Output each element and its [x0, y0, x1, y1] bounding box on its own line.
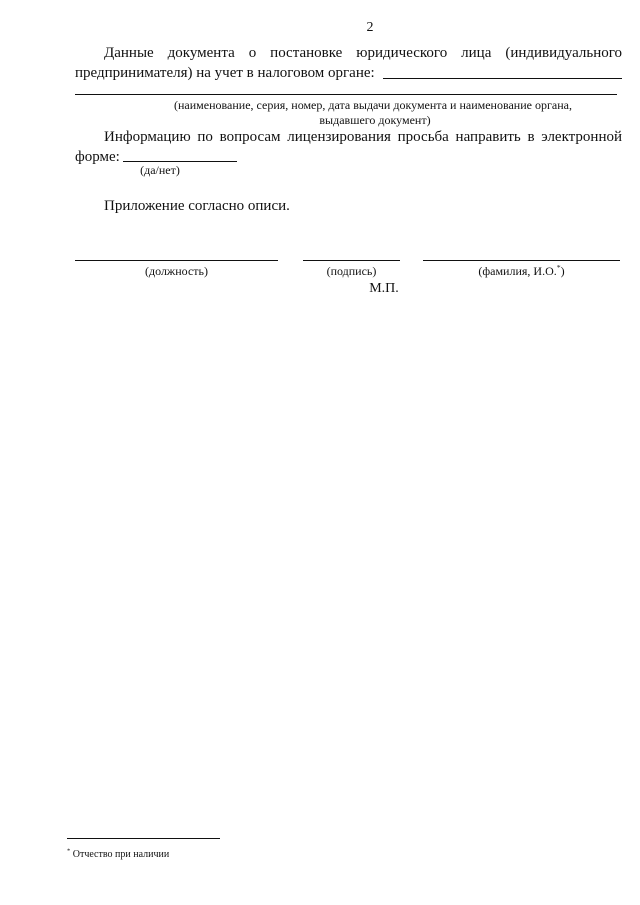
name-caption-text: (фамилия, И.О. — [478, 264, 557, 278]
tax-document-caption-line-1: (наименование, серия, номер, дата выдачи документа и наименование органа, — [174, 98, 572, 112]
footnote-text: Отчество при наличии — [72, 849, 170, 860]
name-caption-footnote-mark: * — [556, 263, 561, 272]
attachment-note: Приложение согласно описи. — [104, 198, 290, 214]
footnote — [67, 849, 169, 861]
seal-placeholder: М.П. — [369, 281, 399, 296]
name-blank-line — [423, 260, 620, 261]
yes-no-caption: (да/нет) — [140, 163, 180, 177]
tax-registration-full-blank-line — [75, 94, 617, 95]
tax-registration-blank-line — [383, 78, 622, 79]
footnote-mark: * — [67, 847, 71, 855]
name-caption — [423, 264, 620, 278]
signature-caption: (подпись) — [326, 264, 377, 278]
name-caption-close: ) — [560, 264, 565, 278]
electronic-form-blank-line — [123, 161, 237, 162]
tax-document-caption-line-2: выдавшего документ) — [319, 113, 431, 127]
position-blank-line — [75, 260, 278, 261]
page-number: 2 — [366, 20, 374, 35]
signature-blank-line — [303, 260, 400, 261]
footnote-separator — [67, 838, 220, 839]
tax-registration-line-1: Данные документа о постановке юридического лица (индивидуального — [104, 45, 622, 61]
electronic-info-line-2: форме: — [75, 149, 120, 165]
electronic-info-line-1: Информацию по вопросам лицензирования просьба направить в электронной — [104, 129, 622, 145]
position-caption: (должность) — [145, 264, 208, 278]
tax-registration-line-2: предпринимателя) на учет в налоговом органе: — [75, 65, 375, 81]
